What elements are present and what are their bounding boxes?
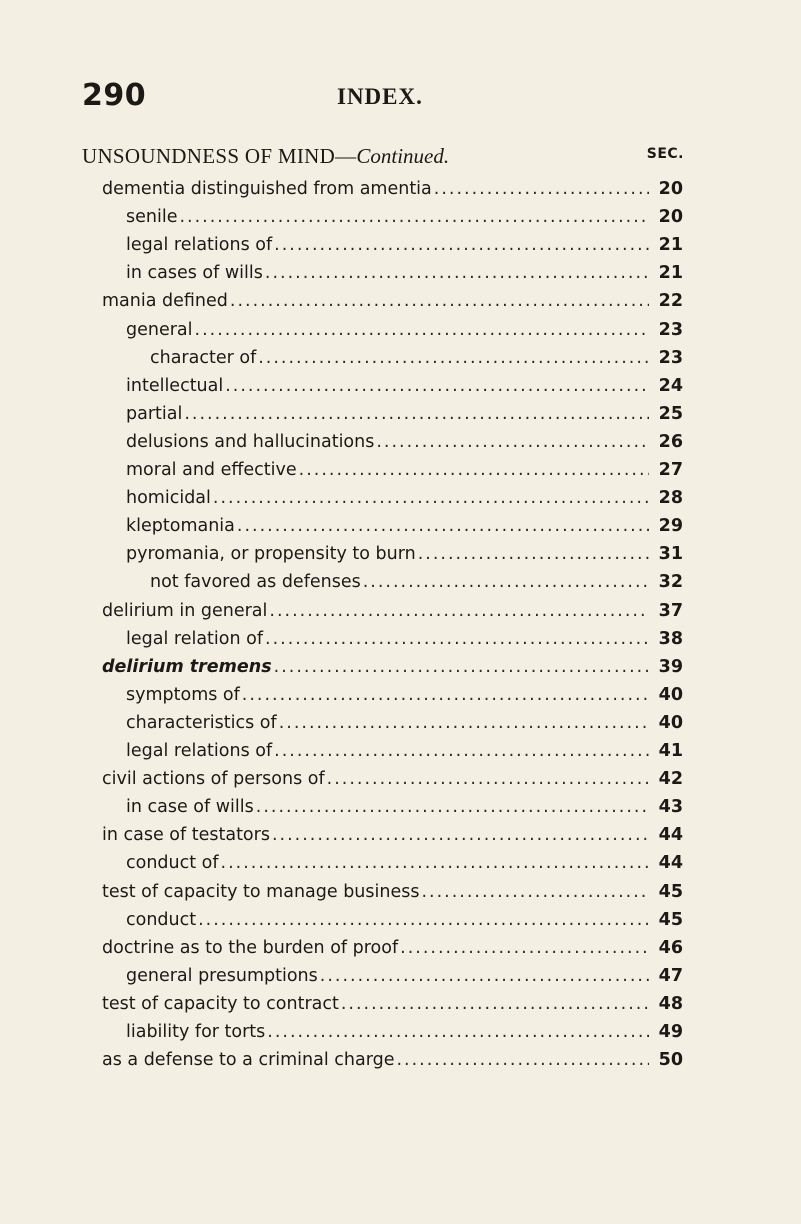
entry-label: delirium in general — [102, 600, 268, 621]
index-entry — [126, 713, 683, 741]
heading-continued: Continued. — [356, 144, 450, 168]
index-entry — [126, 488, 683, 516]
section-number: 21 — [658, 235, 683, 256]
entry-label: delirium tremens — [102, 656, 272, 677]
section-number: 25 — [658, 403, 683, 424]
section-number: 31 — [658, 544, 683, 565]
section-number: 43 — [658, 797, 683, 818]
section-number: 39 — [658, 656, 683, 677]
entry-label: civil actions of persons of — [102, 769, 325, 790]
section-number: 40 — [658, 684, 683, 705]
section-number: 50 — [658, 1050, 683, 1071]
index-entry — [126, 966, 683, 994]
entry-label: doctrine as to the burden of proof — [102, 937, 399, 958]
index-entry — [102, 825, 683, 853]
index-entry — [126, 207, 683, 235]
section-number: 37 — [658, 600, 683, 621]
index-entry — [126, 320, 683, 348]
dot-leader — [363, 572, 649, 592]
index-entry — [102, 601, 683, 629]
section-number: 38 — [658, 628, 683, 649]
heading-main: UNSOUNDNESS OF MIND— — [82, 144, 357, 168]
section-number: 40 — [658, 712, 683, 733]
entry-label: general — [126, 319, 193, 340]
dot-leader — [258, 348, 649, 368]
section-number: 22 — [658, 291, 683, 312]
entry-label: test of capacity to manage business — [102, 881, 420, 902]
section-number: 45 — [658, 909, 683, 930]
section-number: 26 — [658, 431, 683, 452]
dot-leader — [198, 910, 649, 930]
index-entry — [126, 235, 683, 263]
dot-leader — [274, 741, 649, 761]
dot-leader — [237, 516, 649, 536]
dot-leader — [327, 769, 649, 789]
section-number: 24 — [658, 375, 683, 396]
index-entry — [126, 685, 683, 713]
entry-label: moral and effective — [126, 460, 297, 480]
entry-label: mania defined — [102, 291, 228, 312]
index-entry — [126, 1022, 683, 1050]
entry-label: conduct of — [126, 853, 219, 874]
section-number: 47 — [658, 965, 683, 986]
entry-label: in cases of wills — [126, 263, 263, 284]
entry-heading — [82, 144, 682, 172]
dot-leader — [376, 432, 649, 452]
entry-label: not favored as defenses — [150, 572, 361, 593]
section-number: 42 — [658, 769, 683, 790]
index-entry — [126, 741, 683, 769]
index-entry — [126, 910, 683, 938]
entry-label: delusions and hallucinations — [126, 431, 375, 452]
dot-leader — [267, 1022, 649, 1042]
section-number: 28 — [658, 488, 683, 509]
entry-label: intellectual — [126, 375, 224, 396]
section-number: 32 — [658, 572, 683, 593]
index-entry — [126, 404, 683, 432]
section-number: 49 — [658, 1022, 683, 1042]
page-title: INDEX. — [337, 84, 423, 109]
dot-leader — [434, 179, 649, 199]
dot-leader — [269, 601, 649, 621]
dot-leader — [396, 1050, 649, 1070]
entry-label: conduct — [126, 909, 197, 930]
index-entry — [126, 460, 683, 488]
dot-leader — [279, 713, 649, 733]
section-number: 44 — [658, 853, 683, 874]
dot-leader — [421, 882, 649, 902]
index-entry — [126, 797, 683, 825]
index-entry — [126, 629, 683, 657]
section-number: 45 — [658, 881, 683, 902]
dot-leader — [230, 291, 649, 311]
section-number: 23 — [658, 347, 683, 368]
dot-leader — [299, 460, 649, 480]
index-entry — [102, 179, 683, 207]
entry-label: partial — [126, 403, 183, 424]
entry-label: characteristics of — [126, 712, 277, 733]
dot-leader — [274, 235, 649, 255]
section-number: 20 — [658, 207, 683, 228]
section-number: 21 — [658, 263, 683, 284]
index-entry — [102, 769, 683, 797]
index-entry — [102, 657, 683, 685]
dot-leader — [265, 629, 649, 649]
entry-label: legal relations of — [126, 741, 273, 761]
dot-leader — [256, 797, 649, 817]
index-entry — [126, 544, 683, 572]
entry-label: senile — [126, 207, 178, 228]
entry-label: dementia distinguished from amentia — [102, 179, 432, 199]
sec-column-label: SEC. — [646, 146, 684, 162]
dot-leader — [274, 657, 649, 677]
dot-leader — [265, 263, 649, 283]
index-entry — [126, 853, 683, 881]
index-entry — [126, 376, 683, 404]
dot-leader — [272, 825, 649, 845]
index-entry — [126, 432, 683, 460]
dot-leader — [221, 853, 649, 873]
entry-label: in case of wills — [126, 797, 254, 818]
entry-label: general presumptions — [126, 965, 318, 986]
section-number: 46 — [658, 937, 683, 958]
dot-leader — [320, 966, 649, 986]
entry-label: symptoms of — [126, 684, 240, 705]
index-entry — [102, 938, 683, 966]
entry-label: liability for torts — [126, 1022, 266, 1042]
dot-leader — [418, 544, 649, 564]
section-number: 29 — [658, 516, 683, 537]
index-entry — [150, 348, 683, 376]
entry-label: kleptomania — [126, 516, 235, 537]
entry-label: in case of testators — [102, 825, 270, 846]
entry-label: character of — [150, 347, 257, 368]
section-number: 27 — [658, 460, 683, 480]
section-number: 48 — [658, 993, 683, 1014]
index-entry — [126, 263, 683, 291]
section-number: 41 — [658, 741, 683, 761]
entry-label: as a defense to a criminal charge — [102, 1050, 395, 1071]
entry-label: test of capacity to contract — [102, 993, 339, 1014]
entry-label: homicidal — [126, 488, 211, 509]
index-entry — [102, 1050, 683, 1078]
index-entry — [102, 882, 683, 910]
section-number: 20 — [658, 179, 683, 199]
section-number: 23 — [658, 319, 683, 340]
dot-leader — [184, 404, 649, 424]
entry-label: pyromania, or propensity to burn — [126, 544, 416, 565]
entry-label: legal relations of — [126, 235, 273, 256]
dot-leader — [341, 994, 649, 1014]
index-entry — [126, 516, 683, 544]
index-entry — [102, 291, 683, 319]
page-number: 290 — [82, 78, 147, 113]
dot-leader — [225, 376, 649, 396]
running-head — [82, 78, 682, 118]
index-entry — [102, 994, 683, 1022]
dot-leader — [179, 207, 649, 227]
dot-leader — [195, 320, 649, 340]
dot-leader — [400, 938, 649, 958]
dot-leader — [242, 685, 649, 705]
entry-label: legal relation of — [126, 628, 264, 649]
dot-leader — [213, 488, 649, 508]
index-entry — [150, 572, 683, 600]
section-number: 44 — [658, 825, 683, 846]
